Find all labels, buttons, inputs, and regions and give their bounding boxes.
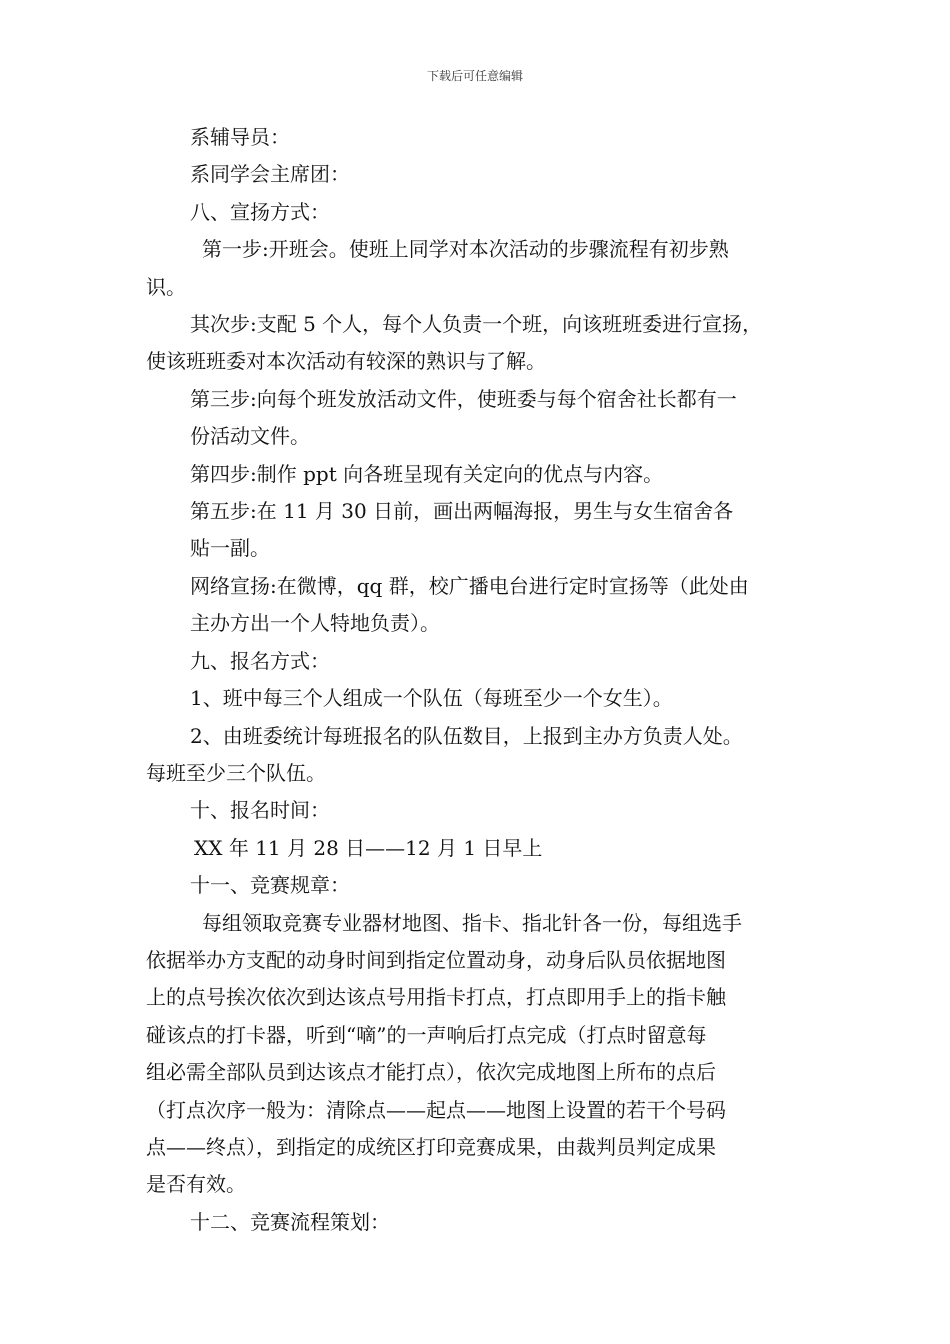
text-line: 第五步:在 11 月 30 日前，画出两幅海报，男生与女生宿舍各 — [190, 499, 734, 524]
text-line: 第四步:制作 ppt 向各班呈现有关定向的优点与内容。 — [190, 461, 664, 486]
document-body — [146, 119, 816, 1241]
section-heading: 八、宣扬方式： — [190, 199, 330, 224]
text-line: 每组领取竞赛专业器材地图、指卡、指北针各一份，每组选手 — [202, 910, 742, 935]
text-line: XX 年 11 月 28 日——12 月 1 日早上 — [194, 835, 543, 860]
text-line: 上的点号挨次依次到达该点号用指卡打点，打点即用手上的指卡触 — [146, 985, 726, 1010]
text-line: 份活动文件。 — [190, 424, 310, 449]
text-line: 网络宣扬:在微博，qq 群，校广播电台进行定时宣扬等（此处由 — [190, 573, 749, 598]
text-line: 识。 — [146, 274, 186, 299]
text-line: （打点次序一般为：清除点——起点——地图上设置的若干个号码 — [146, 1097, 726, 1122]
text-line: 使该班班委对本次活动有较深的熟识与了解。 — [146, 349, 546, 374]
text-line: 第三步:向每个班发放活动文件，使班委与每个宿舍社长都有一 — [190, 386, 737, 411]
text-line: 第一步:开班会。使班上同学对本次活动的步骤流程有初步熟 — [202, 237, 729, 262]
page-header: 下载后可任意编辑 — [426, 69, 523, 83]
section-heading: 九、报名方式： — [190, 648, 330, 673]
text-line: 系辅导员： — [190, 125, 290, 149]
text-line: 贴一副。 — [190, 536, 270, 561]
text-line: 点——终点），到指定的成统区打印竞赛成果，由裁判员判定成果 — [146, 1134, 716, 1159]
section-heading: 十一、竞赛规章： — [190, 873, 350, 898]
text-line: 是否有效。 — [146, 1172, 246, 1197]
text-line: 系同学会主席团： — [190, 162, 350, 187]
text-line: 组必需全部队员到达该点才能打点），依次完成地图上所布的点后 — [146, 1060, 716, 1085]
text-line: 依据举办方支配的动身时间到指定位置动身，动身后队员依据地图 — [146, 947, 726, 972]
text-line: 碰该点的打卡器，听到“嘀”的一声响后打点完成（打点时留意每 — [146, 1022, 707, 1047]
text-line: 每班至少三个队伍。 — [146, 760, 326, 785]
section-heading: 十二、竞赛流程策划： — [190, 1209, 390, 1234]
text-line: 2、由班委统计每班报名的队伍数目，上报到主办方负责人处。 — [190, 723, 743, 748]
text-line: 其次步:支配 5 个人，每个人负责一个班，向该班班委进行宣扬， — [190, 312, 763, 337]
section-heading: 十、报名时间： — [190, 798, 330, 823]
text-line: 主办方出一个人特地负责）。 — [190, 611, 440, 636]
text-line: 1、班中每三个人组成一个队伍（每班至少一个女生）。 — [190, 686, 673, 711]
